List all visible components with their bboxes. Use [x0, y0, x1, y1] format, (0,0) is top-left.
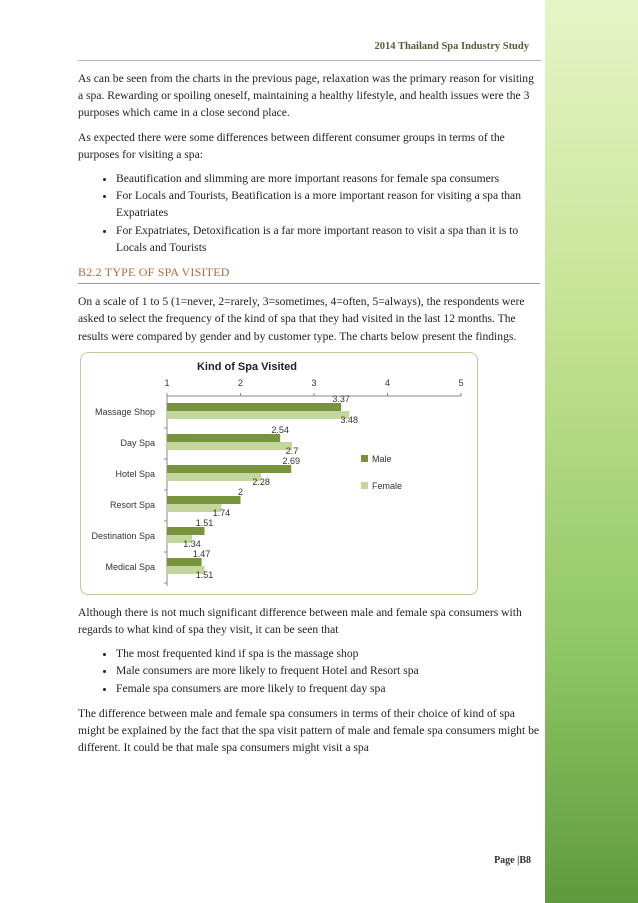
list-item: • For Expatriates, Detoxification is a far more important reason to visit a spa than it is to Locals and Tourists	[116, 222, 540, 256]
legend-label: Male	[372, 453, 392, 464]
bar-female	[167, 411, 349, 419]
list-item: • Beautification and slimming are more important reasons for female spa consumers	[116, 170, 540, 187]
running-header: 2014 Thailand Spa Industry Study	[374, 41, 529, 52]
legend-label: Female	[372, 480, 403, 491]
data-label: 1.47	[192, 548, 211, 559]
section-paragraph: On a scale of 1 to 5 (1=never, 2=rarely, 3=sometimes, 4=often, 5=always), the respondents were asked to select the frequency of the kind of spa that they had visited in the last 12 months. The results were compared by gender and by customer type. The charts below present the findings.	[78, 295, 525, 343]
x-tick-label: 4	[384, 377, 391, 388]
bar-female	[167, 473, 261, 481]
data-label: 2	[237, 486, 244, 497]
category-label: Day Spa	[120, 437, 155, 448]
data-label: 2.7	[285, 445, 299, 456]
legend-swatch-male	[361, 455, 368, 462]
data-label: 2.54	[271, 424, 289, 435]
list-item: • For Locals and Tourists, Beatification is a more important reason for visiting a spa than Expatriates	[116, 187, 540, 221]
kind-of-spa-chart	[81, 353, 477, 594]
x-tick-label: 1	[164, 377, 170, 388]
decorative-sidebar	[545, 0, 638, 903]
bar-male	[167, 465, 291, 473]
after-paragraph-1: Although there is not much significant difference between male and female spa consumers with regards to what kind of spa they visit, it can be seen that	[78, 605, 522, 637]
bar-male	[167, 558, 202, 566]
intro-paragraph-1: As can be seen from the charts in the previous page, relaxation was the primary reason for visiting a spa. Rewarding or spoiling oneself, maintaining a healthy lifestyle, and health issues were the 3 purposes which came in a close second place.	[78, 72, 534, 120]
category-label: Massage Shop	[94, 406, 155, 417]
chart-title: Kind of Spa Visited	[196, 360, 298, 373]
data-label: 2.28	[252, 476, 270, 487]
bar-female	[167, 442, 292, 450]
category-label: Hotel Spa	[115, 468, 155, 479]
after-paragraph-2: The difference between male and female spa consumers in terms of their choice of kind of spa might be explained by the fact that the spa visit pattern of male and female spa consumers might be different. It could be that male spa consumers might visit a spa	[78, 706, 540, 755]
intro-paragraph-2: As expected there were some differences between different consumer groups in terms of the purposes for visiting a spa:	[78, 130, 505, 161]
category-label: Resort Spa	[109, 499, 155, 510]
category-label: Medical Spa	[105, 561, 155, 572]
bar-male	[167, 403, 341, 411]
chart-container	[80, 352, 478, 595]
findings-bullet-list	[78, 645, 540, 697]
list-item: • Male consumers are more likely to frequent Hotel and Resort spa	[116, 662, 540, 679]
data-label: 1.74	[212, 507, 231, 518]
list-item: • Female spa consumers are more likely to frequent day spa	[116, 680, 540, 697]
section-heading: B2.2 TYPE OF SPA VISITED	[78, 264, 540, 284]
purpose-bullet-list	[78, 170, 540, 256]
list-item: • The most frequented kind if spa is the massage shop	[116, 645, 540, 662]
header-rule	[78, 60, 541, 61]
x-tick-label: 2	[237, 377, 244, 388]
data-label: 2.69	[282, 455, 300, 466]
data-label: 1.51	[195, 569, 214, 580]
page-number: Page |B8	[494, 855, 531, 866]
bar-male	[167, 434, 280, 442]
data-label: 1.34	[183, 538, 201, 549]
category-label: Destination Spa	[91, 530, 155, 541]
page-content	[78, 70, 540, 763]
data-label: 3.37	[332, 393, 350, 404]
legend-swatch-female	[361, 482, 368, 489]
data-label: 3.48	[340, 414, 359, 425]
data-label: 1.51	[195, 517, 214, 528]
bar-male	[167, 496, 241, 504]
x-tick-label: 5	[458, 377, 464, 388]
bar-male	[167, 527, 204, 535]
x-tick-label: 3	[311, 377, 317, 388]
